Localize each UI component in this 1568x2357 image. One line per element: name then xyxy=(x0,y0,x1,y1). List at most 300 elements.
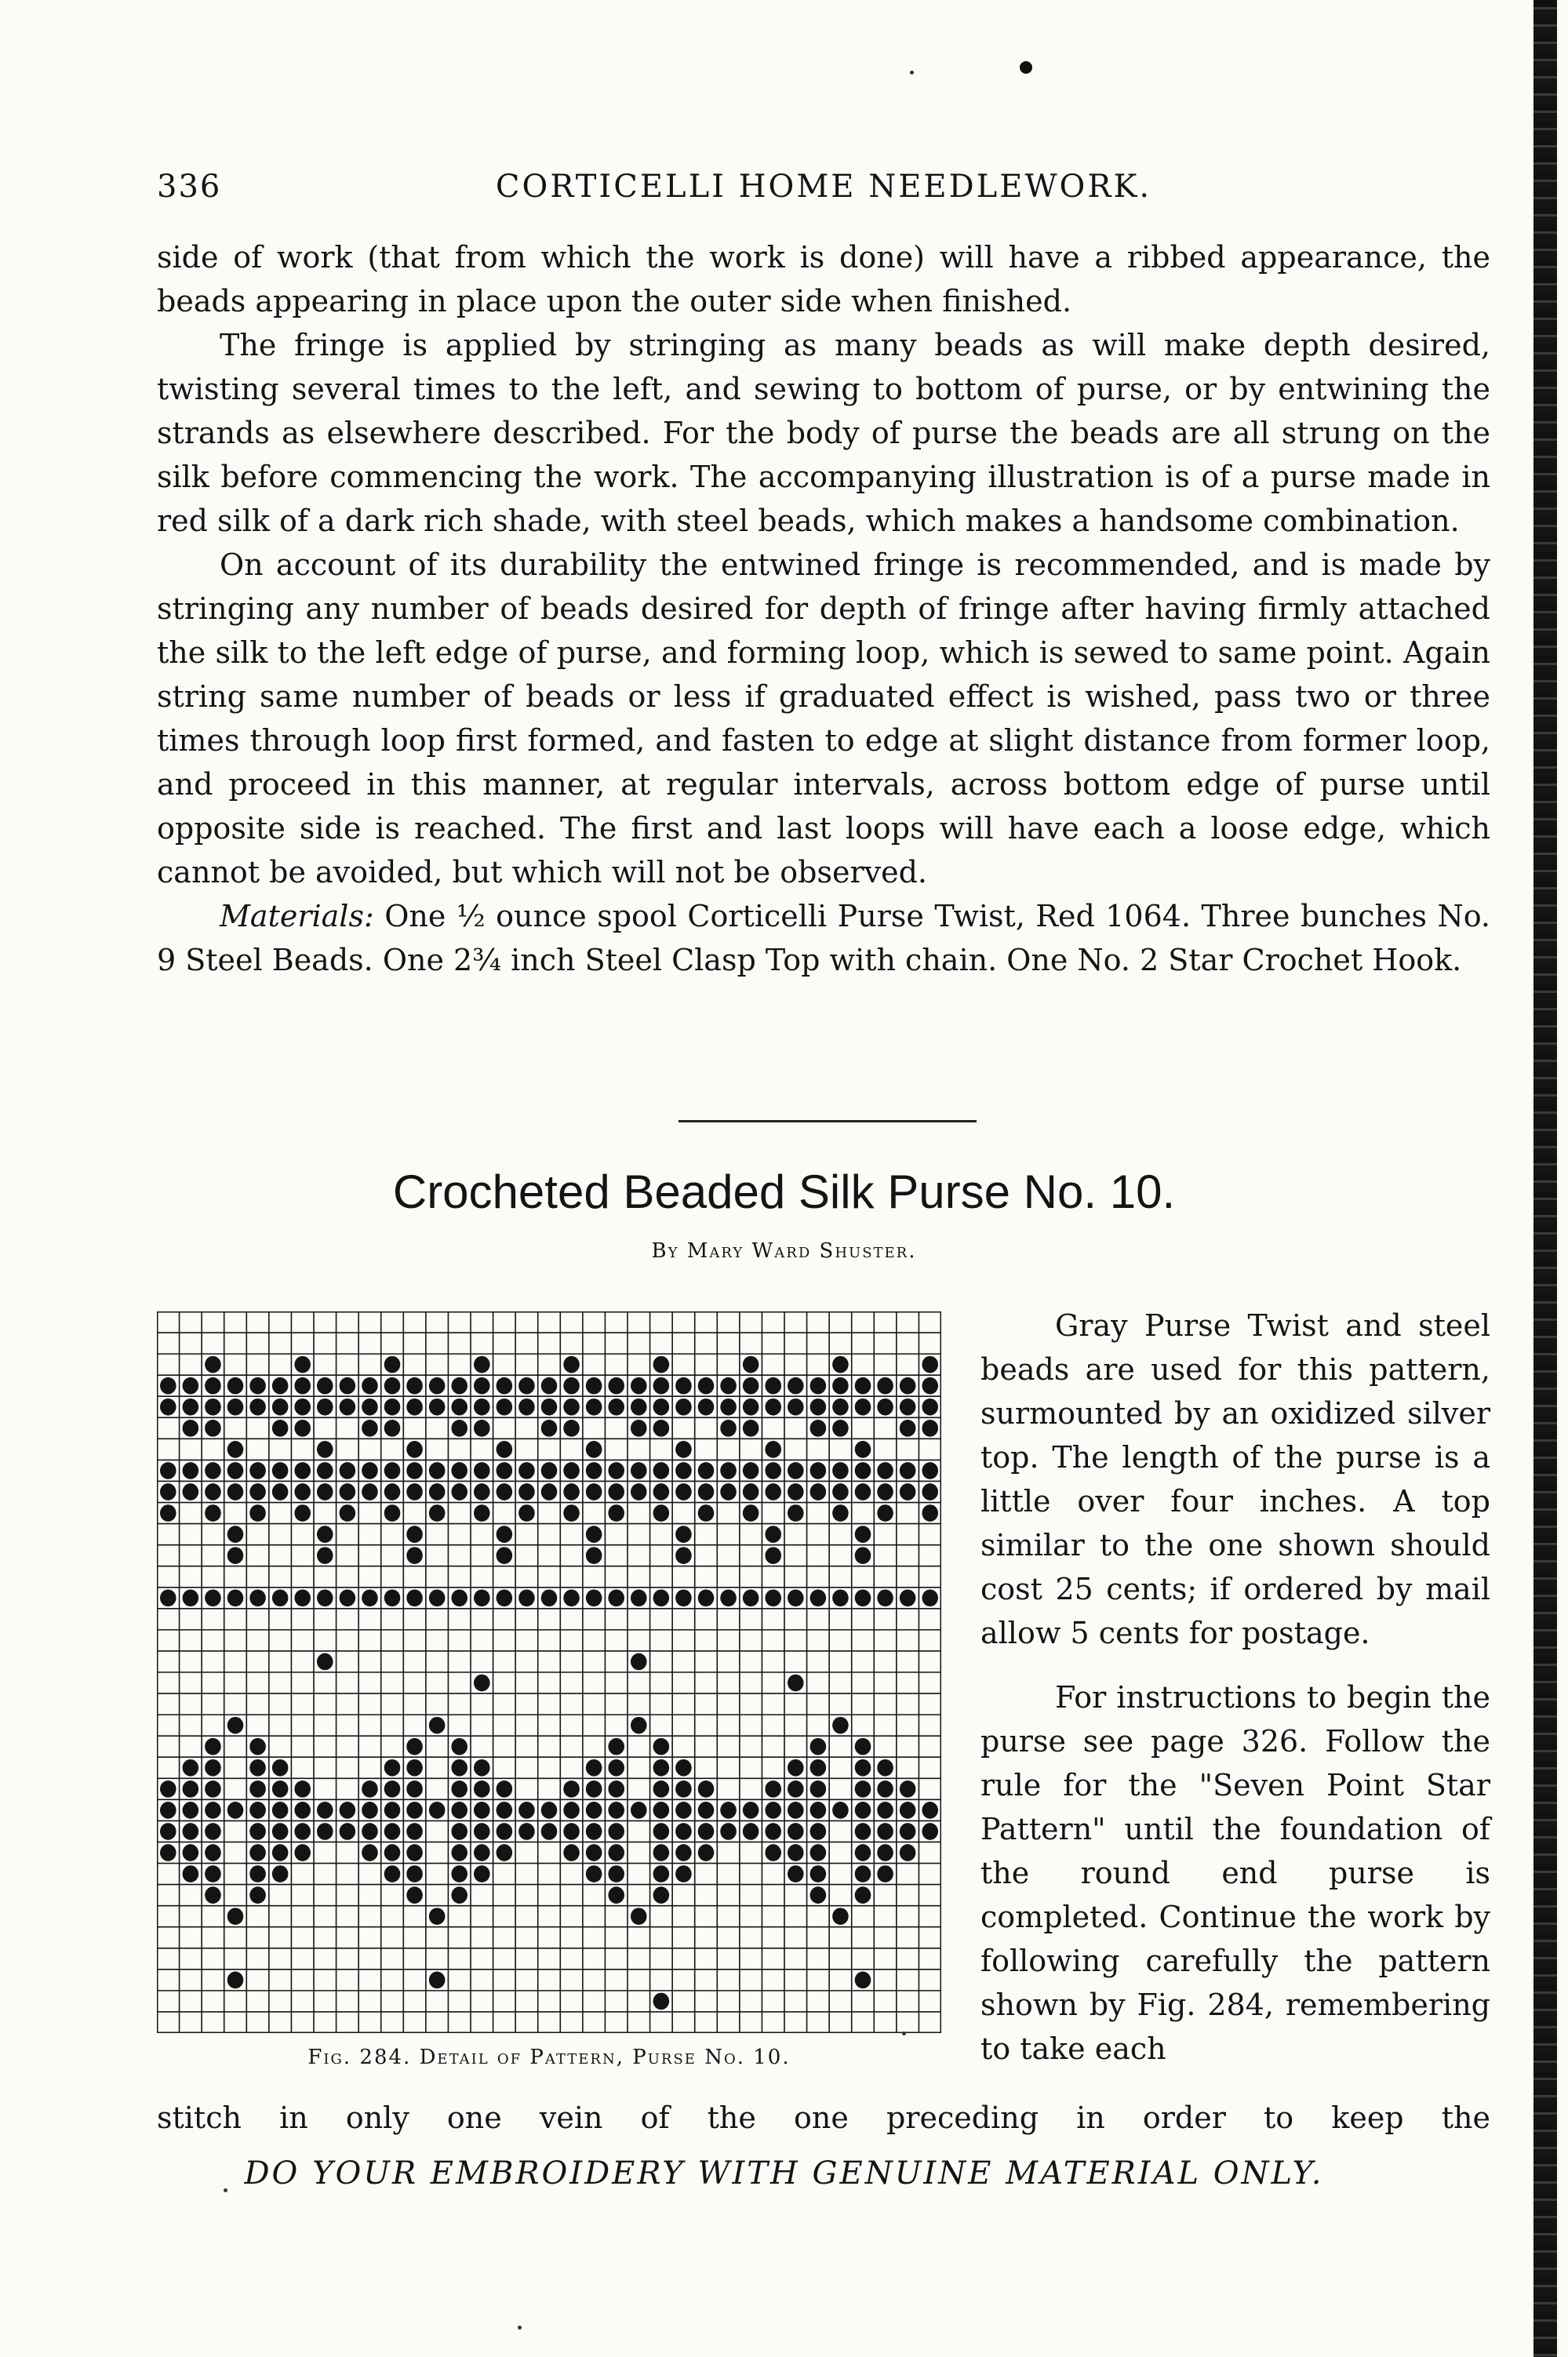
bead xyxy=(788,1823,804,1840)
bead xyxy=(429,1908,446,1925)
bead xyxy=(765,1441,781,1458)
bead xyxy=(451,1738,467,1755)
bead xyxy=(653,1504,670,1522)
bead xyxy=(855,1441,871,1458)
bead xyxy=(317,1653,333,1671)
bead xyxy=(743,1377,759,1395)
bead xyxy=(518,1589,535,1606)
bead xyxy=(877,1865,893,1882)
bead xyxy=(877,1844,893,1861)
bead xyxy=(855,1547,871,1564)
bead xyxy=(720,1802,737,1819)
bead xyxy=(810,1844,827,1861)
bead xyxy=(855,1462,871,1479)
bead xyxy=(788,1865,804,1882)
bead xyxy=(631,1589,647,1606)
bead xyxy=(788,1462,804,1479)
bead xyxy=(922,1356,938,1373)
bead xyxy=(294,1356,311,1373)
bead xyxy=(720,1462,737,1479)
bead xyxy=(340,1504,356,1522)
bead xyxy=(205,1483,221,1500)
bead xyxy=(788,1675,804,1692)
bead xyxy=(698,1504,715,1522)
bead xyxy=(160,1802,176,1819)
bead xyxy=(362,1589,378,1606)
bead xyxy=(720,1589,737,1606)
bead xyxy=(788,1844,804,1861)
bead xyxy=(429,1589,446,1606)
pattern-chart xyxy=(157,1311,941,2033)
bead xyxy=(855,1844,871,1861)
bead xyxy=(406,1759,423,1777)
bead xyxy=(518,1483,535,1500)
bead xyxy=(474,1675,490,1692)
bead xyxy=(205,1462,221,1479)
bead xyxy=(631,1483,647,1500)
bead xyxy=(227,1399,244,1416)
bead xyxy=(406,1780,423,1798)
bead xyxy=(541,1802,558,1819)
bead xyxy=(832,1356,849,1373)
page-number: 336 xyxy=(157,169,222,205)
bead xyxy=(249,1802,266,1819)
bead xyxy=(205,1589,221,1606)
bead xyxy=(608,1759,624,1777)
bead xyxy=(631,1420,647,1437)
ink-speck xyxy=(910,71,914,75)
bead xyxy=(497,1802,513,1819)
bead xyxy=(653,1399,670,1416)
bead xyxy=(900,1399,916,1416)
bead xyxy=(227,1802,244,1819)
bead xyxy=(272,1802,289,1819)
bead xyxy=(183,1780,199,1798)
bead xyxy=(474,1420,490,1437)
bead xyxy=(810,1420,827,1437)
bead xyxy=(317,1526,333,1543)
side-paragraph-1: Gray Purse Twist and steel beads are used for this pattern, surmounted by an oxidized silver top. The length of the purse is a little over four inches. A top similar to the one shown should cost 25 cents; if ordered by mail allow 5 cents for postage. xyxy=(980,1308,1490,1650)
bead xyxy=(294,1399,311,1416)
bead xyxy=(900,1377,916,1395)
bead xyxy=(608,1865,624,1882)
bead xyxy=(832,1717,849,1734)
bead xyxy=(675,1589,692,1606)
bead xyxy=(429,1462,446,1479)
page-header xyxy=(157,169,1490,216)
bead xyxy=(653,1844,670,1861)
bead xyxy=(810,1865,827,1882)
bead xyxy=(653,1865,670,1882)
bead xyxy=(922,1462,938,1479)
bead xyxy=(384,1483,401,1500)
bead xyxy=(922,1504,938,1522)
bead xyxy=(272,1589,289,1606)
bead xyxy=(720,1483,737,1500)
bead xyxy=(384,1759,401,1777)
ink-speck xyxy=(224,2188,227,2192)
bead xyxy=(406,1823,423,1840)
bead xyxy=(474,1399,490,1416)
bead xyxy=(653,1356,670,1373)
bead xyxy=(855,1972,871,1989)
bead xyxy=(900,1589,916,1606)
bead xyxy=(160,1823,176,1840)
bead xyxy=(743,1483,759,1500)
bead xyxy=(317,1399,333,1416)
bead xyxy=(810,1377,827,1395)
bead xyxy=(249,1504,266,1522)
bead xyxy=(205,1399,221,1416)
bead xyxy=(765,1780,781,1798)
bead xyxy=(608,1802,624,1819)
bead xyxy=(384,1589,401,1606)
bead xyxy=(497,1823,513,1840)
bead xyxy=(586,1377,602,1395)
bead xyxy=(340,1483,356,1500)
bead xyxy=(406,1377,423,1395)
bead xyxy=(384,1780,401,1798)
bead xyxy=(518,1399,535,1416)
bead xyxy=(720,1823,737,1840)
bead xyxy=(810,1886,827,1904)
bead xyxy=(406,1802,423,1819)
bead xyxy=(205,1823,221,1840)
bead xyxy=(698,1802,715,1819)
bead xyxy=(563,1802,580,1819)
bead xyxy=(451,1865,467,1882)
bead xyxy=(474,1759,490,1777)
bead xyxy=(340,1802,356,1819)
bead xyxy=(855,1483,871,1500)
bead xyxy=(205,1356,221,1373)
bead xyxy=(631,1399,647,1416)
bead xyxy=(249,1462,266,1479)
bead xyxy=(877,1399,893,1416)
bead xyxy=(743,1802,759,1819)
bead xyxy=(429,1972,446,1989)
bead xyxy=(608,1504,624,1522)
bead xyxy=(788,1802,804,1819)
bead xyxy=(675,1547,692,1564)
bead xyxy=(653,1589,670,1606)
bead xyxy=(272,1780,289,1798)
bead xyxy=(743,1420,759,1437)
bead xyxy=(451,1399,467,1416)
bead xyxy=(698,1589,715,1606)
bead xyxy=(340,1823,356,1840)
bead xyxy=(832,1802,849,1819)
bead xyxy=(563,1589,580,1606)
bead xyxy=(855,1377,871,1395)
bead xyxy=(743,1462,759,1479)
bead xyxy=(518,1462,535,1479)
body-text xyxy=(157,235,1490,982)
bead xyxy=(877,1462,893,1479)
pattern-grid xyxy=(157,1311,941,2033)
bead xyxy=(586,1462,602,1479)
bead xyxy=(653,1780,670,1798)
paragraph-2: The fringe is applied by stringing as many beads as will make depth desired, twisting several times to the left, and sewing to bottom of purse, or by entwining the strands as elsewhere described. For the body of purse the beads are all strung on the silk before commencing the work. The accompanying illustration is of a purse made in red silk of a dark rich shade, with steel beads, which makes a handsome combination. xyxy=(157,328,1490,538)
bead xyxy=(474,1589,490,1606)
bead xyxy=(810,1802,827,1819)
bead xyxy=(205,1780,221,1798)
bead xyxy=(451,1780,467,1798)
bead xyxy=(160,1462,176,1479)
bead xyxy=(205,1738,221,1755)
bead xyxy=(675,1802,692,1819)
bead xyxy=(675,1780,692,1798)
bead xyxy=(653,1802,670,1819)
bead xyxy=(877,1759,893,1777)
bead xyxy=(631,1908,647,1925)
bead xyxy=(608,1738,624,1755)
bead xyxy=(497,1780,513,1798)
bead xyxy=(384,1420,401,1437)
bead xyxy=(249,1886,266,1904)
byline: By Mary Ward Shuster. xyxy=(651,1239,917,1263)
bead xyxy=(608,1399,624,1416)
bead xyxy=(788,1504,804,1522)
bead xyxy=(451,1802,467,1819)
section-rule xyxy=(678,1120,977,1122)
bead xyxy=(586,1441,602,1458)
bead xyxy=(765,1823,781,1840)
bead xyxy=(406,1441,423,1458)
ink-speck xyxy=(902,2031,906,2035)
bead xyxy=(563,1462,580,1479)
bead xyxy=(765,1844,781,1861)
bead xyxy=(922,1377,938,1395)
bead xyxy=(765,1589,781,1606)
bead xyxy=(518,1823,535,1840)
bead xyxy=(563,1356,580,1373)
bead xyxy=(675,1526,692,1543)
bead xyxy=(586,1399,602,1416)
bead xyxy=(317,1823,333,1840)
bead xyxy=(272,1420,289,1437)
bead xyxy=(698,1780,715,1798)
bead xyxy=(294,1483,311,1500)
bead xyxy=(451,1420,467,1437)
bead xyxy=(294,1420,311,1437)
bead xyxy=(922,1823,938,1840)
bead xyxy=(608,1589,624,1606)
bead xyxy=(272,1823,289,1840)
bead xyxy=(743,1356,759,1373)
bead xyxy=(249,1483,266,1500)
bead xyxy=(227,1526,244,1543)
bead xyxy=(631,1462,647,1479)
bead xyxy=(720,1399,737,1416)
bead xyxy=(340,1377,356,1395)
bead xyxy=(340,1462,356,1479)
materials-label: Materials: xyxy=(220,899,374,933)
paragraph-3: On account of its durability the entwined fringe is recommended, and is made by stringing any number of beads desired for depth of fringe after having firmly attached the silk to the left edge of purse, and forming loop, which is sewed to same point. Again string same number of beads or less if graduated effect is wished, pass two or three times through loop first formed, and fasten to edge at slight distance from former loop, and proceed in this manner, at regular intervals, across bottom edge of purse until opposite side is reached. The first and last loops will have each a loose edge, which cannot be avoided, but which will not be observed. xyxy=(157,547,1490,889)
bead xyxy=(765,1377,781,1395)
bead xyxy=(922,1483,938,1500)
bead xyxy=(474,1844,490,1861)
bead xyxy=(384,1504,401,1522)
bead xyxy=(160,1377,176,1395)
bead xyxy=(451,1823,467,1840)
bead xyxy=(497,1589,513,1606)
bead xyxy=(317,1547,333,1564)
bead xyxy=(900,1844,916,1861)
bead xyxy=(675,1865,692,1882)
bead xyxy=(653,1420,670,1437)
bead xyxy=(541,1420,558,1437)
bead xyxy=(429,1802,446,1819)
bead xyxy=(922,1589,938,1606)
bead xyxy=(294,1462,311,1479)
bead xyxy=(160,1844,176,1861)
bead xyxy=(497,1399,513,1416)
bead xyxy=(900,1802,916,1819)
bead xyxy=(877,1504,893,1522)
bead xyxy=(249,1823,266,1840)
bead xyxy=(720,1377,737,1395)
bead xyxy=(249,1759,266,1777)
paragraph-1: side of work (that from which the work is done) will have a ribbed appearance, the beads appearing in place upon the outer side when finished. xyxy=(157,240,1490,318)
bead xyxy=(541,1462,558,1479)
bead xyxy=(227,1908,244,1925)
bead xyxy=(294,1844,311,1861)
ink-dot xyxy=(1020,61,1032,74)
bead xyxy=(631,1717,647,1734)
bead xyxy=(429,1399,446,1416)
bead xyxy=(205,1802,221,1819)
bead xyxy=(384,1356,401,1373)
bead xyxy=(788,1377,804,1395)
bead xyxy=(810,1780,827,1798)
bead xyxy=(922,1399,938,1416)
bead xyxy=(675,1823,692,1840)
bead xyxy=(497,1547,513,1564)
bead xyxy=(653,1462,670,1479)
bead xyxy=(227,1547,244,1564)
bead xyxy=(183,1589,199,1606)
bead xyxy=(272,1377,289,1395)
bead xyxy=(675,1844,692,1861)
bead xyxy=(586,1547,602,1564)
bead xyxy=(788,1780,804,1798)
bead xyxy=(810,1483,827,1500)
bead xyxy=(406,1547,423,1564)
bead xyxy=(518,1504,535,1522)
bead xyxy=(631,1653,647,1671)
bead xyxy=(653,1886,670,1904)
bead xyxy=(698,1462,715,1479)
bead xyxy=(429,1504,446,1522)
figure-caption: Fig. 284. Detail of Pattern, Purse No. 10. xyxy=(307,2046,791,2069)
bead xyxy=(788,1399,804,1416)
bead xyxy=(497,1377,513,1395)
bead xyxy=(675,1399,692,1416)
bead xyxy=(183,1865,199,1882)
bead xyxy=(406,1738,423,1755)
bead xyxy=(249,1377,266,1395)
bead xyxy=(362,1399,378,1416)
bead xyxy=(877,1823,893,1840)
bead xyxy=(474,1780,490,1798)
bead xyxy=(855,1399,871,1416)
bead xyxy=(855,1823,871,1840)
bead xyxy=(451,1589,467,1606)
bead xyxy=(675,1483,692,1500)
bead xyxy=(205,1886,221,1904)
bead xyxy=(497,1844,513,1861)
bead xyxy=(384,1865,401,1882)
bead xyxy=(675,1759,692,1777)
bead xyxy=(653,1483,670,1500)
running-title: CORTICELLI HOME NEEDLEWORK. xyxy=(495,169,1152,205)
bead xyxy=(832,1589,849,1606)
bead xyxy=(900,1462,916,1479)
bead xyxy=(205,1844,221,1861)
bead xyxy=(474,1865,490,1882)
bead xyxy=(900,1483,916,1500)
bead xyxy=(362,1844,378,1861)
bead xyxy=(474,1802,490,1819)
bead xyxy=(586,1589,602,1606)
bead xyxy=(429,1377,446,1395)
bead xyxy=(205,1420,221,1437)
bead xyxy=(698,1399,715,1416)
bead xyxy=(451,1483,467,1500)
bead xyxy=(160,1589,176,1606)
bead xyxy=(406,1589,423,1606)
bead xyxy=(675,1462,692,1479)
bead xyxy=(743,1399,759,1416)
bead xyxy=(743,1589,759,1606)
bead xyxy=(227,1441,244,1458)
bead xyxy=(877,1802,893,1819)
bead xyxy=(877,1377,893,1395)
bead xyxy=(586,1802,602,1819)
bead xyxy=(294,1589,311,1606)
bead xyxy=(855,1589,871,1606)
bead xyxy=(227,1462,244,1479)
bead xyxy=(317,1462,333,1479)
bead xyxy=(586,1483,602,1500)
bead xyxy=(451,1759,467,1777)
bead xyxy=(451,1377,467,1395)
footer-slogan: DO YOUR EMBROIDERY WITH GENUINE MATERIAL ONLY. xyxy=(244,2155,1324,2192)
bead xyxy=(406,1886,423,1904)
bead xyxy=(497,1441,513,1458)
bead xyxy=(855,1759,871,1777)
bead xyxy=(608,1823,624,1840)
bead xyxy=(205,1865,221,1882)
bead xyxy=(183,1483,199,1500)
bead xyxy=(518,1377,535,1395)
bead xyxy=(586,1526,602,1543)
bead xyxy=(406,1399,423,1416)
bead xyxy=(765,1483,781,1500)
bead xyxy=(855,1886,871,1904)
bead xyxy=(272,1483,289,1500)
bead xyxy=(743,1504,759,1522)
bead xyxy=(474,1462,490,1479)
bead xyxy=(900,1420,916,1437)
bead xyxy=(563,1780,580,1798)
bead xyxy=(743,1823,759,1840)
bead xyxy=(249,1865,266,1882)
bead xyxy=(810,1759,827,1777)
bead xyxy=(183,1823,199,1840)
bead xyxy=(497,1483,513,1500)
